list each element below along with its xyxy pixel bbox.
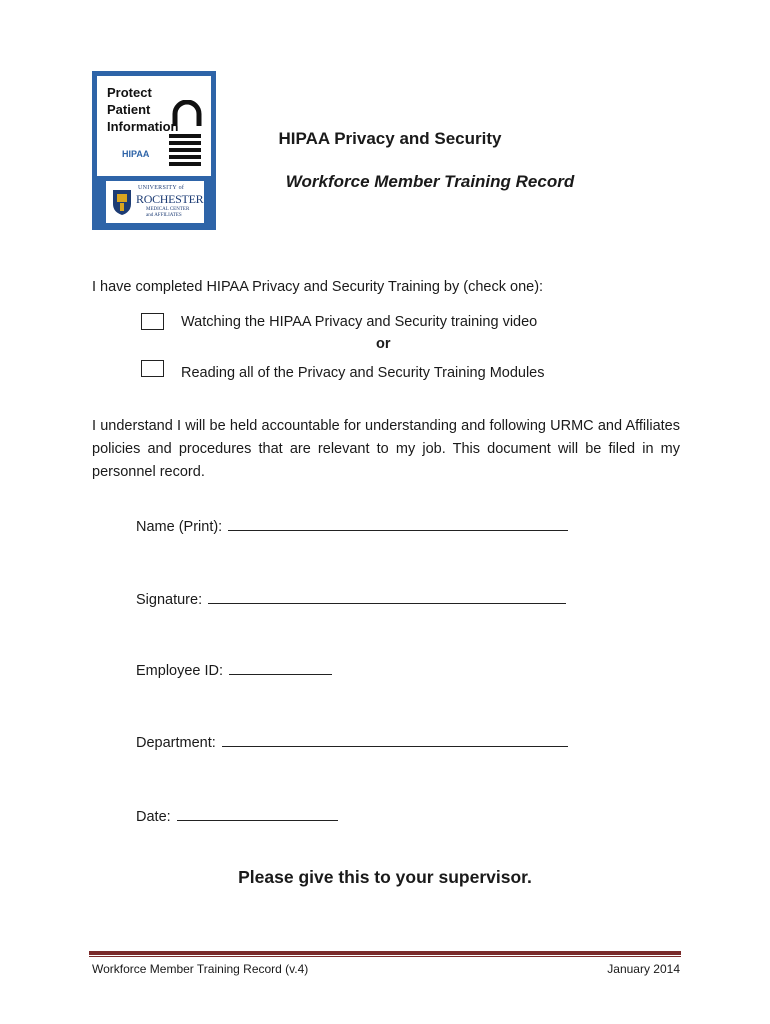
name-label: Name (Print): xyxy=(136,519,223,535)
accountability-statement: I understand I will be held accountable for understanding and following URMC and Affiliates policies and procedures that are relevant to my job. This document will be filed in my personnel record. xyxy=(92,418,680,480)
department-field xyxy=(136,732,568,751)
checkbox-modules[interactable] xyxy=(141,360,164,377)
footer-rule xyxy=(89,951,681,955)
university-sub-1: MEDICAL CENTER xyxy=(146,207,190,212)
signature-input-line[interactable] xyxy=(208,589,566,604)
footer-date: January 2014 xyxy=(607,962,680,976)
university-of-text: UNIVERSITY of xyxy=(138,185,185,191)
logo-line-1: Protect xyxy=(107,85,152,100)
date-input-line[interactable] xyxy=(177,806,338,821)
university-logo xyxy=(106,181,204,223)
department-input-line[interactable] xyxy=(222,732,568,747)
or-label: or xyxy=(376,336,391,352)
name-field xyxy=(136,516,568,535)
document-title: HIPAA Privacy and Security xyxy=(278,129,502,148)
intro-text: I have completed HIPAA Privacy and Security Training by (check one): xyxy=(92,279,544,295)
footer-document-name: Workforce Member Training Record (v.4) xyxy=(92,962,309,976)
university-sub-2: and AFFILIATES xyxy=(146,213,182,218)
hipaa-logo xyxy=(92,71,216,230)
checkbox-video[interactable] xyxy=(141,313,164,330)
date-label: Date: xyxy=(136,809,171,825)
logo-line-2: Patient xyxy=(107,102,151,117)
name-input-line[interactable] xyxy=(228,516,568,531)
option-video-label: Watching the HIPAA Privacy and Security training video xyxy=(181,314,538,330)
logo-hipaa-badge: HIPAA xyxy=(122,149,150,159)
logo-line-3: Information xyxy=(107,119,179,134)
footer-rule-thin xyxy=(89,956,681,957)
supervisor-instruction: Please give this to your supervisor. xyxy=(238,867,532,887)
university-seal-icon xyxy=(111,188,133,216)
document-subtitle: Workforce Member Training Record xyxy=(285,172,575,191)
department-label: Department: xyxy=(136,735,216,751)
signature-field xyxy=(136,589,566,608)
employee-id-label: Employee ID: xyxy=(136,663,224,679)
university-subtitle xyxy=(146,207,189,219)
padlock-icon xyxy=(167,100,207,170)
university-name: ROCHESTER xyxy=(136,192,204,206)
employee-id-input-line[interactable] xyxy=(229,660,332,675)
signature-label: Signature: xyxy=(136,592,203,608)
employee-id-field xyxy=(136,660,332,679)
logo-top-panel xyxy=(97,76,211,176)
date-field xyxy=(136,806,338,825)
option-modules-label: Reading all of the Privacy and Security Training Modules xyxy=(181,365,545,381)
